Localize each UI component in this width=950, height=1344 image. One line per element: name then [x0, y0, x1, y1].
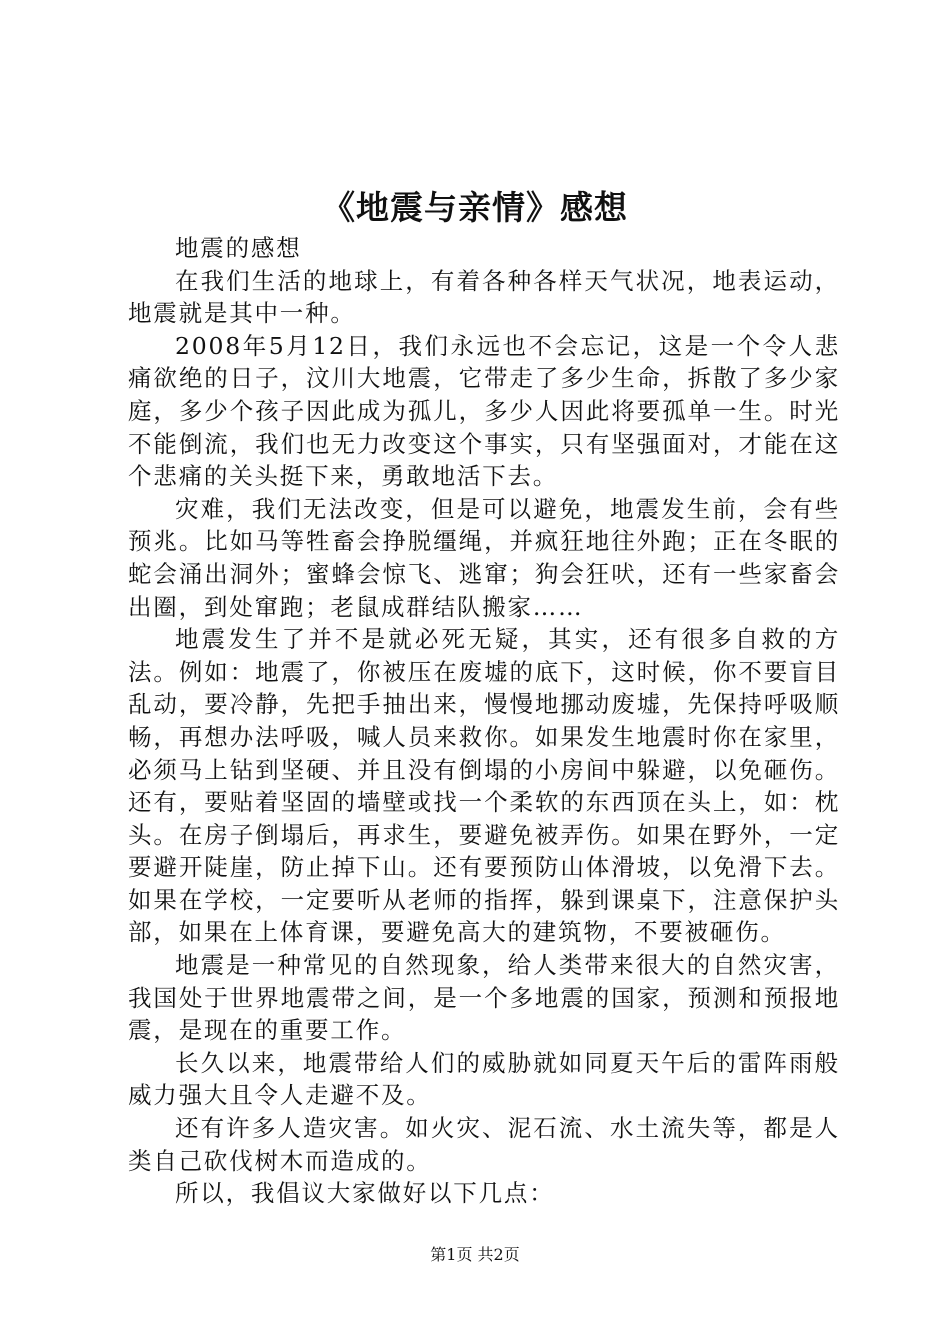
document-title: 《地震与亲情》感想 [322, 188, 628, 227]
document-body [128, 232, 840, 1210]
paragraph: 长久以来，地震带给人们的威胁就如同夏天午后的雷阵雨般威力强大且令人走避不及。 [128, 1048, 840, 1110]
paragraph: 灾难，我们无法改变，但是可以避免，地震发生前，会有些预兆。比如马等牲畜会挣脱缰绳，并疯狂地往外跑；正在冬眠的蛇会涌出洞外；蜜蜂会惊飞、逃窜；狗会狂吠，还有一些家畜会出圈，到处窜跑；老鼠成群结队搬家…… [128, 494, 840, 621]
paragraph: 地震是一种常见的自然现象，给人类带来很大的自然灾害，我国处于世界地震带之间，是一个多地震的国家，预测和预报地震，是现在的重要工作。 [128, 951, 840, 1045]
paragraph: 地震发生了并不是就必死无疑，其实，还有很多自救的方法。例如：地震了，你被压在废墟的底下，这时候，你不要盲目乱动，要冷静，先把手抽出来，慢慢地挪动废墟，先保持呼吸顺畅，再想办法呼吸，喊人员来救你。如果发生地震时你在家里，必须马上钻到坚硬、并且没有倒塌的小房间中躲避，以免砸伤。还有，要贴着坚固的墙壁或找一个柔软的东西顶在头上，如：枕头。在房子倒塌后，再求生，要避免被弄伤。如果在野外，一定要避开陡崖，防止掉下山。还有要预防山体滑坡，以免滑下去。如果在学校，一定要听从老师的指挥，躲到课桌下，注意保护头部，如果在上体育课，要避免高大的建筑物，不要被砸伤。 [128, 625, 840, 947]
paragraph: 还有许多人造灾害。如火灾、泥石流、水土流失等，都是人类自己砍伐树木而造成的。 [128, 1114, 840, 1175]
page-footer: 第1页 共2页 [430, 1245, 520, 1264]
paragraph: 所以，我倡议大家做好以下几点： [175, 1179, 555, 1208]
paragraph: 2008年5月12日，我们永远也不会忘记，这是一个令人悲痛欲绝的日子，汶川大地震，它带走了多少生命，拆散了多少家庭，多少个孩子因此成为孤儿，多少人因此将要孤单一生。时光不能倒流，我们也无力改变这个事实，只有坚强面对，才能在这个悲痛的关头挺下来，勇敢地活下去。 [128, 331, 840, 491]
paragraph: 在我们生活的地球上，有着各种各样天气状况，地表运动，地震就是其中一种。 [128, 266, 840, 328]
paragraph: 地震的感想 [175, 234, 302, 262]
